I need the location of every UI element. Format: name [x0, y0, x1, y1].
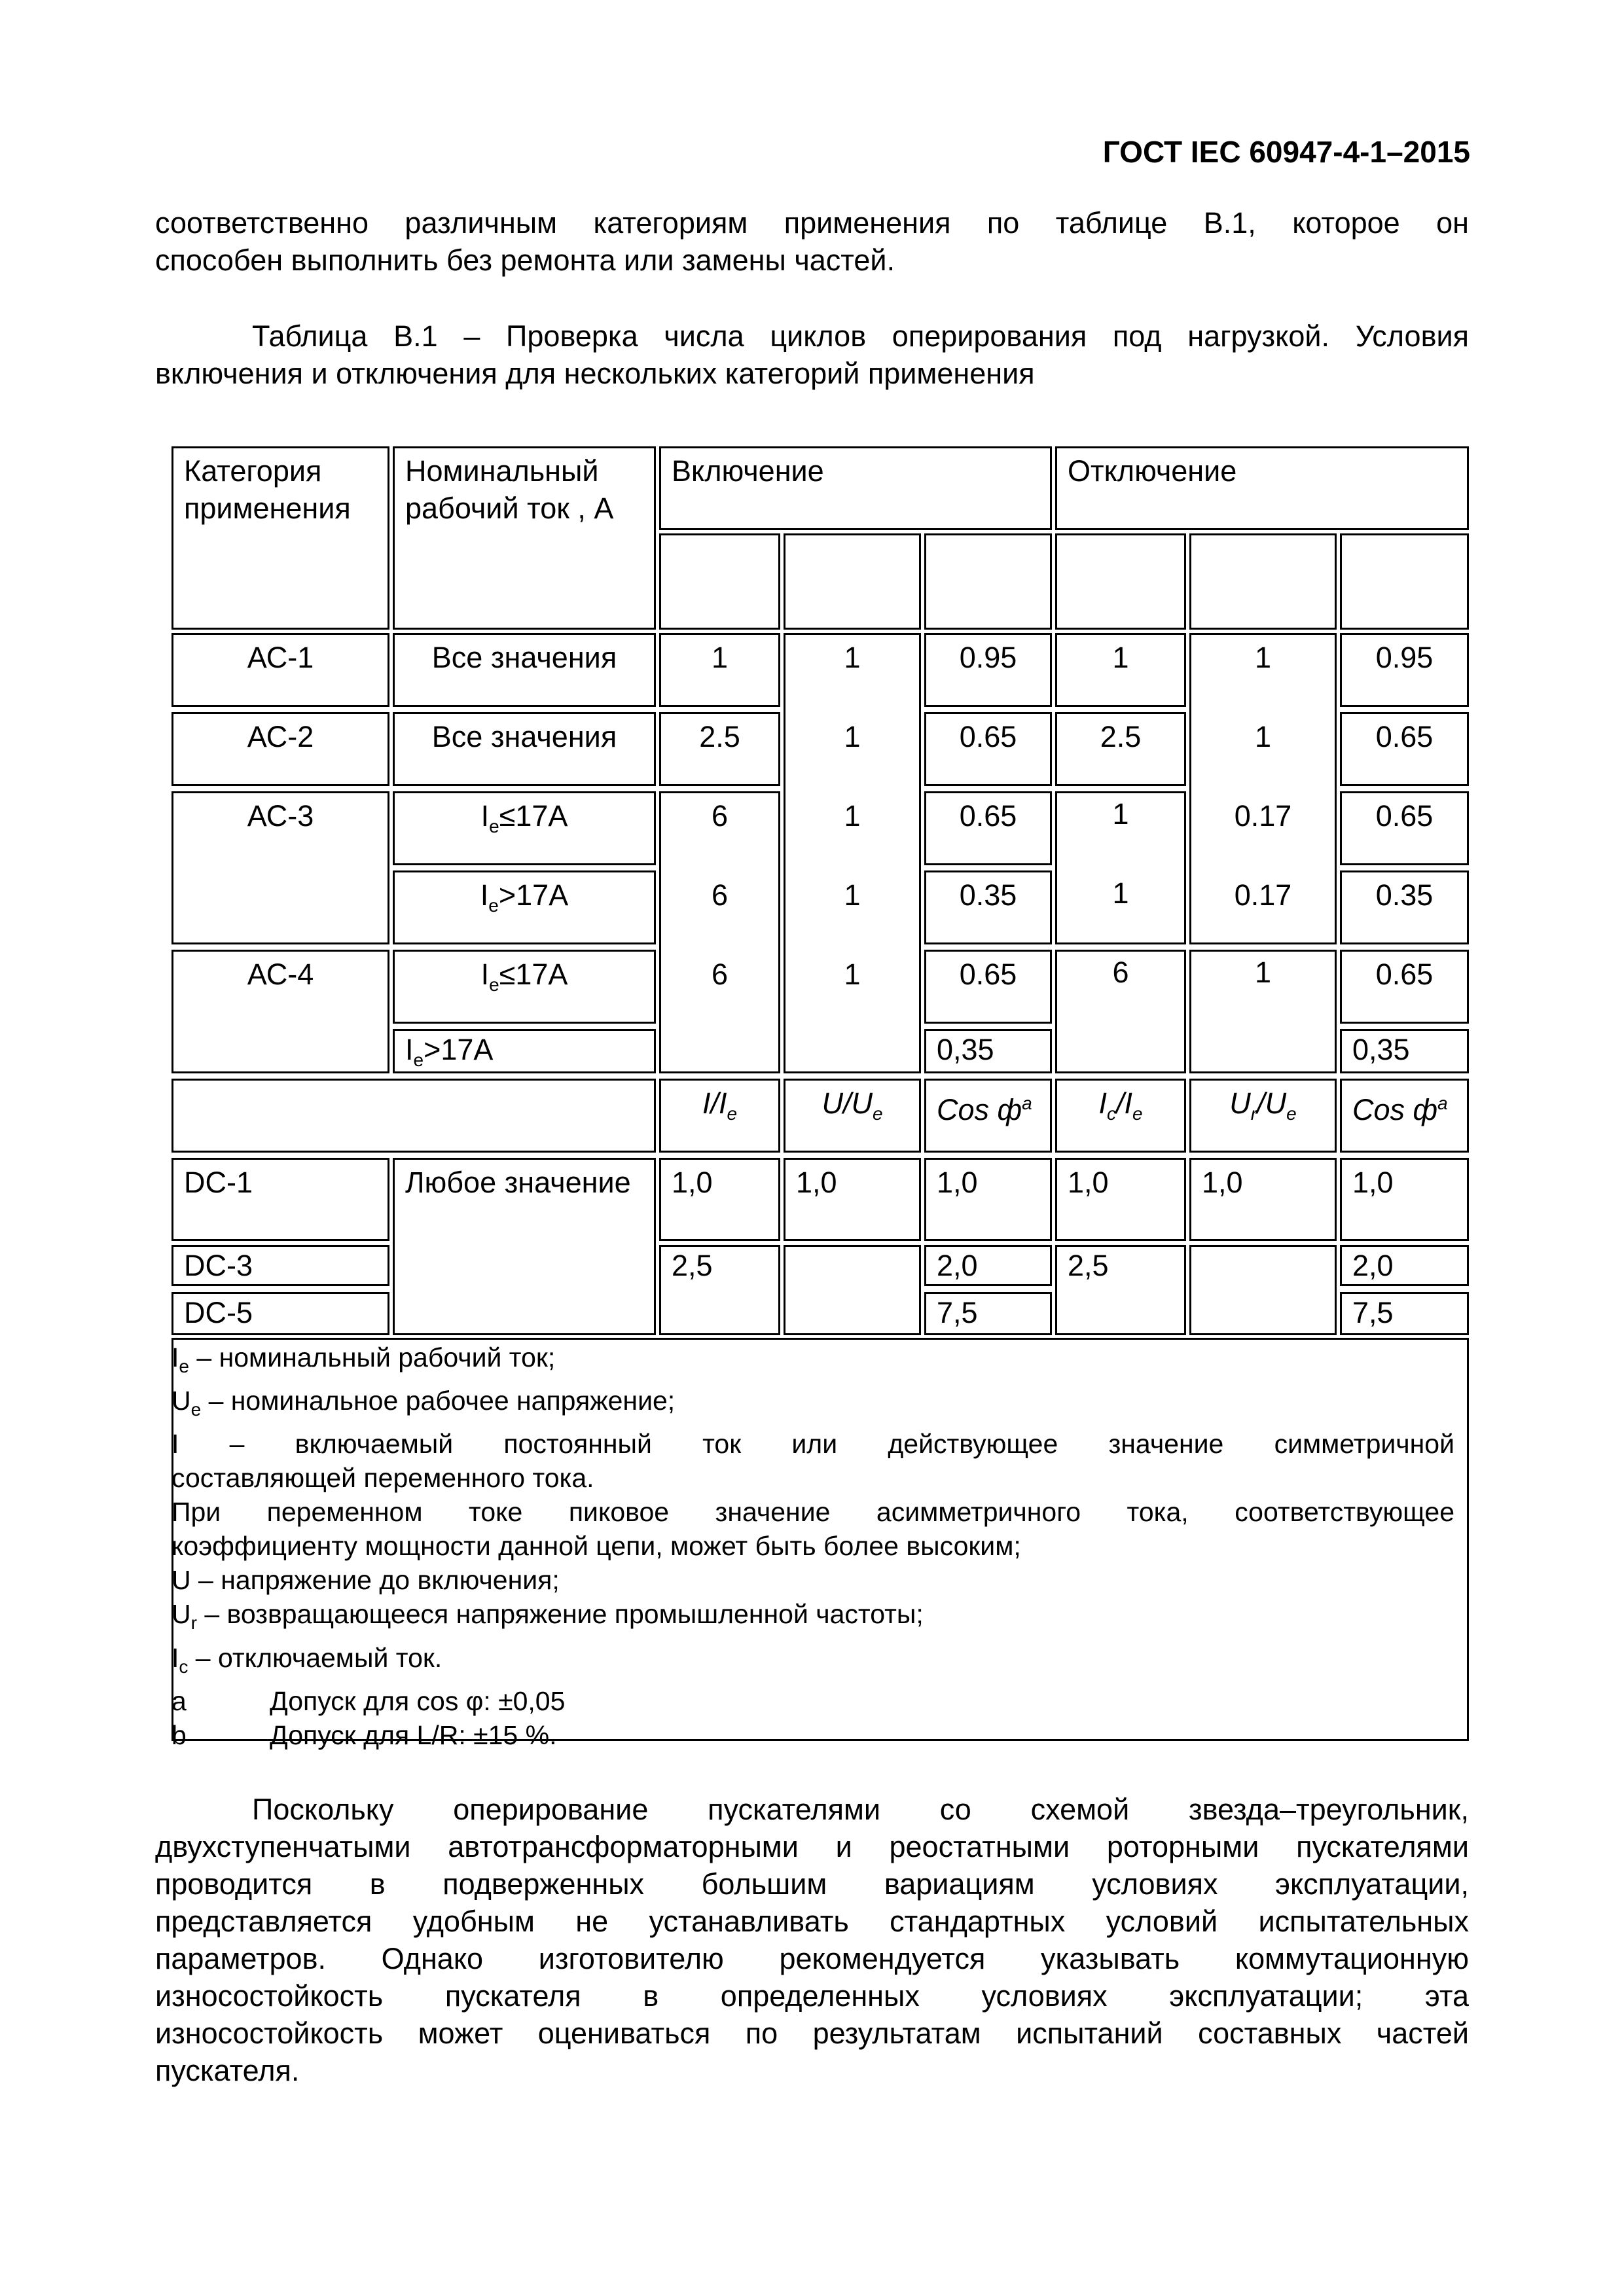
- cell-value: 1,0: [1202, 1166, 1243, 1199]
- note-ic: [171, 1641, 1454, 1684]
- ac1-current: [393, 633, 656, 707]
- note-symbol: I: [171, 1342, 179, 1372]
- cell-value: 7,5: [1352, 1296, 1394, 1329]
- dc-header-break-1: [1055, 1079, 1186, 1153]
- note-symbol-sub: r: [190, 1613, 197, 1634]
- empty-subheader: [924, 533, 1052, 630]
- ac4-current-high: [393, 1029, 656, 1073]
- ac1-make-3: [924, 633, 1052, 707]
- cell-value: 0.65: [959, 958, 1017, 991]
- hdr-sub: e: [872, 1103, 883, 1124]
- intro-paragraph: [155, 204, 1469, 242]
- cell-value: 0.17: [1234, 878, 1292, 912]
- cell-value: 1: [1112, 641, 1129, 674]
- dc-header-make-1: [659, 1079, 780, 1153]
- current-base: I: [480, 878, 489, 912]
- ac3-category-label: АС-3: [247, 799, 314, 833]
- cell-value: 1,0: [1068, 1166, 1109, 1199]
- ac1-break-3: [1340, 633, 1469, 707]
- cell-value: 1: [844, 799, 861, 833]
- cell-value: 0.35: [1375, 878, 1434, 912]
- note-u: U – напряжение до включения;: [171, 1565, 560, 1596]
- cell-value: 2,0: [1352, 1249, 1394, 1282]
- ac1-category: [171, 633, 389, 707]
- caption-line: Таблица В.1 – Проверка числа циклов оперирования под нагрузкой. Условия: [252, 319, 1469, 353]
- ac2-break-1: [1055, 712, 1186, 786]
- note-peak-line2: коэффициенту мощности данной цепи, может быть более высоким;: [171, 1531, 1021, 1562]
- note-ue: [171, 1384, 1454, 1427]
- cell-value: 0.65: [1375, 799, 1434, 833]
- cell-value: 0.35: [959, 878, 1017, 912]
- header-current-label: Номинальный рабочий ток , А: [405, 454, 614, 525]
- ac2-category: [171, 712, 389, 786]
- note-symbol-sub: c: [179, 1656, 189, 1677]
- empty-subheader: [659, 533, 780, 630]
- current-sub: e: [489, 975, 499, 995]
- footnote-text: Допуск для L/R: ±15 %.: [270, 1719, 557, 1750]
- dc3-break-1: [1055, 1245, 1186, 1335]
- dc5-category: [171, 1292, 389, 1335]
- empty-subheader: [1189, 533, 1337, 630]
- ac3b-break-3: [1340, 870, 1469, 944]
- intro-paragraph-end: [155, 242, 1469, 279]
- ac1-current-label: Все значения: [431, 641, 617, 674]
- current-sub: e: [489, 816, 499, 836]
- document-id: ГОСТ IEC 60947-4-1–2015: [1102, 135, 1470, 169]
- cell-value: 0.65: [1375, 720, 1434, 753]
- table-notes: [171, 1340, 1454, 1752]
- ac3-category: [171, 791, 389, 944]
- ac4-current-low: [393, 950, 656, 1024]
- cell-value: 0.95: [959, 641, 1017, 674]
- current-base: I: [405, 1033, 414, 1066]
- footnote-b: [171, 1718, 1454, 1752]
- empty-subheader: [1055, 533, 1186, 630]
- note-symbol: I: [171, 1642, 179, 1673]
- dc5-break-3: [1340, 1292, 1469, 1335]
- ac2-category-label: АС-2: [247, 720, 314, 753]
- dc-header-break-2: [1189, 1079, 1337, 1153]
- cell-value: 1: [1254, 720, 1272, 753]
- header-break: [1055, 446, 1469, 530]
- footnote-mark: b: [171, 1719, 187, 1750]
- intro-line: способен выполнить без ремонта или замены частей.: [155, 243, 895, 277]
- make-1-merged-ac3-ac4: [659, 791, 780, 1073]
- dc1-break-3: [1340, 1158, 1469, 1241]
- dc5-category-label: DC-5: [184, 1296, 253, 1329]
- ac1-make-1: [659, 633, 780, 707]
- cell-value: 0,35: [937, 1033, 994, 1066]
- hdr-sub: e: [1286, 1103, 1297, 1124]
- cell-value: 2.5: [699, 720, 740, 753]
- dc1-make-3: [924, 1158, 1052, 1241]
- cell-value: 1: [844, 958, 861, 991]
- hdr-base: Cos ф: [937, 1093, 1022, 1126]
- footnote-a: [171, 1684, 1454, 1718]
- cell-value: 1,0: [1352, 1166, 1394, 1199]
- empty-subheader: [784, 533, 921, 630]
- ac3b-make-3: [924, 870, 1052, 944]
- footnote-text: Допуск для cos φ: ±0,05: [270, 1685, 566, 1716]
- hdr-base: Cos ф: [1352, 1093, 1438, 1126]
- ac2-current-label: Все значения: [431, 720, 617, 753]
- ac4-category: [171, 950, 389, 1073]
- dc1-break-2: [1189, 1158, 1337, 1241]
- break-2-merged-ac1-ac3: [1189, 633, 1337, 944]
- closing-line: износостойкость может оцениваться по результатам испытаний составных частей: [155, 2017, 1469, 2050]
- note-peak-line1: При переменном токе пиковое значение асимметричного тока, соответствующее: [171, 1497, 1454, 1528]
- cell-value: 2.5: [1100, 720, 1142, 753]
- hdr-base: U: [1229, 1086, 1251, 1120]
- closing-line: износостойкость пускателя в определенных условиях эксплуатации; эта: [155, 1979, 1469, 2013]
- current-rest: >17A: [424, 1033, 494, 1066]
- cell-value: 6: [1112, 956, 1129, 989]
- table-caption-end: [155, 355, 1469, 392]
- hdr-sub: r: [1250, 1103, 1257, 1124]
- dc1-category-label: DC-1: [184, 1166, 253, 1199]
- ac1-break-1: [1055, 633, 1186, 707]
- ac3-break-3: [1340, 791, 1469, 865]
- hdr-base: I: [1098, 1086, 1107, 1120]
- dc-current-merged: [393, 1158, 656, 1335]
- cell-value: 1: [1254, 641, 1272, 674]
- note-text: – номинальное рабочее напряжение;: [201, 1386, 676, 1416]
- hdr-sub: c: [1106, 1103, 1116, 1124]
- hdr-sub: e: [727, 1103, 738, 1124]
- ac4b-break-3: [1340, 1029, 1469, 1073]
- closing-line: представляется удобным не устанавливать стандартных условий испытательных: [155, 1905, 1469, 1938]
- cell-value: 1: [844, 720, 861, 753]
- header-make-label: Включение: [672, 454, 824, 488]
- dc3-break-3: [1340, 1245, 1469, 1286]
- hdr-sup: a: [1437, 1093, 1448, 1113]
- dc3-make-1: [659, 1245, 780, 1335]
- cell-value: 6: [711, 958, 729, 991]
- current-base: I: [480, 799, 490, 833]
- cell-value: 1: [1112, 876, 1129, 910]
- table-caption: [155, 317, 1469, 355]
- cell-value: 0.17: [1234, 799, 1292, 833]
- current-sub: e: [413, 1050, 424, 1070]
- cell-value: 2,5: [672, 1249, 713, 1282]
- closing-paragraph: [155, 1791, 1469, 2052]
- cell-value: 7,5: [937, 1296, 978, 1329]
- ac3-current-low: [393, 791, 656, 865]
- ac2-make-1: [659, 712, 780, 786]
- closing-line: Поскольку оперирование пускателями со схемой звезда–треугольник,: [252, 1793, 1469, 1826]
- dc1-make-1: [659, 1158, 780, 1241]
- note-symbol: U: [171, 1599, 191, 1630]
- note-symbol-sub: e: [190, 1399, 202, 1420]
- header-break-label: Отключение: [1068, 454, 1237, 488]
- ac3-make-3: [924, 791, 1052, 865]
- note-symbol: U: [171, 1386, 191, 1416]
- dc3-make-3: [924, 1245, 1052, 1286]
- note-text: – отключаемый ток.: [188, 1642, 442, 1673]
- dc3-category-label: DC-3: [184, 1249, 253, 1282]
- note-i-line2: составляющей переменного тока.: [171, 1463, 594, 1494]
- caption-line: включения и отключения для нескольких категорий применения: [155, 357, 1035, 390]
- cell-value: 1: [711, 641, 729, 674]
- dc-header-make-3: [924, 1079, 1052, 1153]
- cell-value: 2,5: [1068, 1249, 1109, 1282]
- note-ur: [171, 1597, 1454, 1640]
- ac1-category-label: АС-1: [247, 641, 314, 674]
- hdr-base: U/U: [821, 1086, 873, 1120]
- cell-value: 1: [1112, 797, 1129, 831]
- dc3-make-2-empty: [784, 1245, 921, 1335]
- cell-value: 0,35: [1352, 1033, 1410, 1066]
- dc-header-break-3: [1340, 1079, 1469, 1153]
- current-base: I: [480, 958, 490, 991]
- current-rest: ≤17A: [499, 958, 568, 991]
- header-category: [171, 446, 389, 630]
- dc3-category: [171, 1245, 389, 1286]
- cell-value: 1,0: [672, 1166, 713, 1199]
- closing-line: двухступенчатыми автотрансформаторными и реостатными роторными пускателями: [155, 1830, 1469, 1863]
- closing-line: проводится в подверженных большим вариациям условиях эксплуатации,: [155, 1867, 1469, 1901]
- note-text: – возвращающееся напряжение промышленной частоты;: [196, 1599, 924, 1630]
- cell-value: 1,0: [937, 1166, 978, 1199]
- dc3-break-2-empty: [1189, 1245, 1337, 1335]
- cell-value: 1,0: [796, 1166, 837, 1199]
- cell-value: 1: [844, 878, 861, 912]
- ac4-break-3: [1340, 950, 1469, 1024]
- cell-value: 6: [711, 878, 729, 912]
- dc1-make-2: [784, 1158, 921, 1241]
- closing-line: параметров. Однако изготовителю рекомендуется указывать коммутационную: [155, 1942, 1469, 1975]
- empty-subheader: [1340, 533, 1469, 630]
- current-sub: e: [488, 895, 499, 916]
- ac4-category-label: АС-4: [247, 958, 314, 991]
- cell-value: 0.65: [1375, 958, 1434, 991]
- dc-header-make-2: [784, 1079, 921, 1153]
- note-i-line1: I – включаемый постоянный ток или действующее значение симметричной: [171, 1429, 1454, 1460]
- dc1-category: [171, 1158, 389, 1241]
- hdr-mid: /I: [1115, 1086, 1132, 1120]
- ac2-current: [393, 712, 656, 786]
- header-current: [393, 446, 656, 630]
- dc1-break-1: [1055, 1158, 1186, 1241]
- ac4b-make-3: [924, 1029, 1052, 1073]
- cell-value: 1: [844, 641, 861, 674]
- dc-current-label: Любое значение: [405, 1166, 631, 1199]
- cell-value: 1: [1254, 956, 1272, 989]
- note-text: – номинальный рабочий ток;: [189, 1342, 556, 1372]
- ac2-make-3: [924, 712, 1052, 786]
- footnote-mark: a: [171, 1685, 187, 1716]
- ac4-make-3: [924, 950, 1052, 1024]
- header-category-label: Категория применения: [184, 454, 351, 525]
- ac3-current-high: [393, 870, 656, 944]
- note-symbol-sub: e: [179, 1356, 189, 1377]
- hdr-mid: /U: [1257, 1086, 1287, 1120]
- hdr-sub: e: [1132, 1103, 1143, 1124]
- dc5-make-3: [924, 1292, 1052, 1335]
- current-rest: >17A: [498, 878, 569, 912]
- intro-line: соответственно различным категориям применения по таблице В.1, которое он: [155, 206, 1469, 240]
- cell-value: 2,0: [937, 1249, 978, 1282]
- make-2-merged-column: [784, 633, 921, 1073]
- hdr-base: I/I: [702, 1086, 727, 1120]
- cell-value: 6: [711, 799, 729, 833]
- current-rest: ≤17A: [499, 799, 568, 833]
- closing-line: пускателя.: [155, 2054, 300, 2087]
- ac2-break-3: [1340, 712, 1469, 786]
- dc-header-blank: [171, 1079, 656, 1153]
- closing-paragraph-end: [155, 2052, 1469, 2089]
- header-make: [659, 446, 1052, 530]
- cell-value: 0.95: [1375, 641, 1434, 674]
- hdr-sup: a: [1022, 1093, 1032, 1113]
- cell-value: 0.65: [959, 720, 1017, 753]
- note-ie: [171, 1340, 1454, 1384]
- cell-value: 0.65: [959, 799, 1017, 833]
